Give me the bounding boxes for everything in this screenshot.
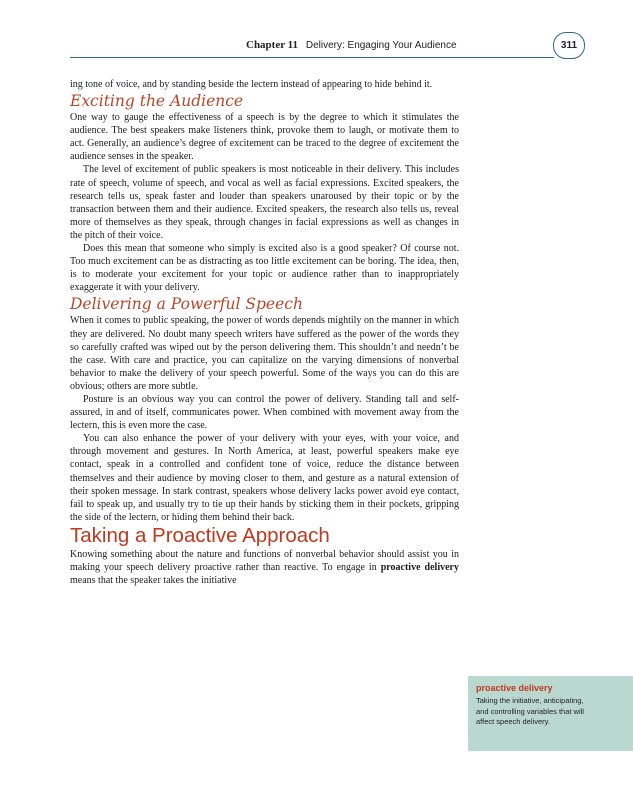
section-heading-exciting-audience: Exciting the Audience: [70, 92, 244, 111]
paragraph: Does this mean that someone who simply is excited also is a good speaker? Of course not. Too much excitement can be as distracting as too little excitement can be boring. The idea, then, is to moderate your excitement for your topic or audience rather than to inappropriately exaggerate it with your delivery.: [70, 243, 459, 294]
section-heading-powerful-speech: Delivering a Powerful Speech: [70, 295, 303, 314]
page-number: 311: [553, 32, 585, 59]
paragraph: [70, 548, 459, 587]
section-heading-proactive-approach: Taking a Proactive Approach: [70, 523, 330, 547]
main-text-column: [70, 78, 459, 587]
paragraph: Posture is an obvious way you can control the power of delivery. Standing tall and self-assured, in and of itself, communicates power. When combined with movement away from the lectern, this is even more the case.: [70, 393, 459, 432]
paragraph: The level of excitement of public speakers is most noticeable in their delivery. This includes rate of speech, volume of speech, and vocal as well as facial expressions. Excited speakers, the research tells us, speak faster and louder than speakers unaroused by their topic or by the transaction between them and their audience. Excited speakers, the research also tells us, reveal more of themselves as they speak, through changes in facial expressions as well as changes in the pitch of their voice.: [70, 164, 459, 241]
chapter-label: Chapter 11: [246, 39, 299, 51]
paragraph-text-tail: means that the speaker takes the initiative: [70, 575, 237, 587]
paragraph: You can also enhance the power of your delivery with your eyes, with your voice, and through movement and gestures. In North America, at least, powerful speakers make eye contact, speak in a controlled and confident tone of voice, reduce the distance between themselves and their audience by moving closer to them, and gesture as a natural extension of their spoken message. In stark contrast, speakers whose delivery lacks power avoid eye contact, fail to speak up, and usually try to tie up their hands by sticking them in their pockets, gripping the side of the lectern, or hiding them behind their back.: [70, 433, 459, 523]
running-head: [246, 39, 457, 51]
glossary-term: proactive delivery: [476, 683, 553, 693]
glossary-definition: Taking the initiative, anticipating, and controlling variables that will affect speech delivery.: [476, 696, 584, 726]
paragraph: One way to gauge the effectiveness of a speech is by the degree to which it stimulates the audience. The best speakers make listeners think, provoke them to laugh, or motivate them to act. Generally, an audience’s degree of excitement can be traced to the degree of excitement the audience senses in the speaker.: [70, 112, 459, 163]
chapter-title: Delivery: Engaging Your Audience: [305, 40, 457, 51]
continuation-paragraph: ing tone of voice, and by standing beside the lectern instead of appearing to hide behind it.: [70, 79, 433, 90]
paragraph-text: Knowing something about the nature and functions of nonverbal behavior should assist you in making your speech delivery proactive rather than reactive.: [70, 548, 459, 573]
paragraph: When it comes to public speaking, the power of words depends mightily on the manner in which they are delivered. No doubt many speech writers have suffered as the power of the words they so carefully crafted was wiped out by the person delivering them. This shouldn’t and needn’t be the case. With care and practice, you can capitalize on the varying dimensions of nonverbal behavior to make the delivery of your speech powerful. Some of the ways you can do this are obvious; others are more subtle.: [70, 315, 459, 392]
margin-glossary-box: [468, 676, 633, 751]
paragraph-text-lead: To engage in: [322, 562, 381, 573]
header-rule: [70, 57, 554, 58]
key-term-proactive-delivery: proactive delivery: [380, 562, 459, 573]
